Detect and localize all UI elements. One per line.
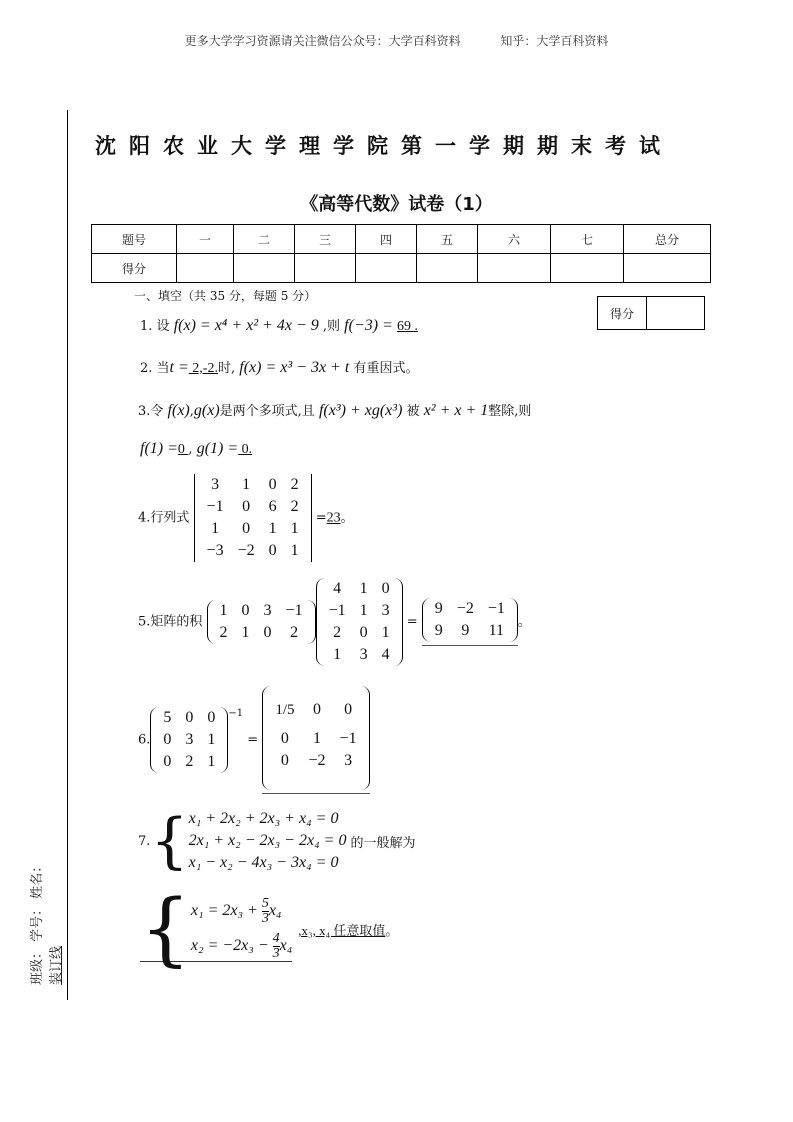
answer-7-free: ,x₃, x₄ 任意取值 bbox=[298, 923, 386, 938]
student-info-margin bbox=[26, 860, 64, 985]
matrix-entry: 3 bbox=[263, 602, 272, 619]
score-cell[interactable] bbox=[551, 254, 624, 283]
score-header-cell: 总分 bbox=[624, 225, 711, 254]
matrix-entry: 3 bbox=[344, 752, 353, 769]
matrix-entry: 0 bbox=[207, 709, 216, 726]
answer-2: 2,-2. bbox=[188, 361, 218, 376]
matrix-entry: 0 bbox=[344, 701, 353, 718]
answer-6 bbox=[262, 686, 369, 794]
question-7: 7. { x₁ + 2x₂ + 2x₃ + x₄ = 0 2x₁ + x₂ − 2x₃ − 2x₄ = 0 x₁ − x₂ − 4x₃ − 3x₄ = 0 的一般解为 bbox=[138, 806, 416, 876]
answer-3-g: 0. bbox=[238, 442, 253, 457]
matrix-entry: 1 bbox=[359, 580, 368, 597]
binding-line-label: 装订线 bbox=[49, 945, 64, 985]
matrix-entry: 11 bbox=[488, 622, 505, 639]
matrix-entry: 9 bbox=[434, 600, 443, 617]
matrix-entry: 0 bbox=[263, 624, 272, 641]
matrix-entry: 0 bbox=[381, 580, 390, 597]
question-6: 6. 5 0 0 0 3 1 0 2 1 $^{-1}$ = 1/5 0 0 0 1 −1 0 −2 3 bbox=[138, 686, 370, 794]
matrix-entry: 0 bbox=[242, 498, 251, 515]
score-header-cell: 五 bbox=[417, 225, 478, 254]
matrix-entry: 0 bbox=[280, 752, 289, 769]
matrix-entry: 1/5 bbox=[275, 701, 295, 718]
matrix-entry: 4 bbox=[381, 646, 390, 663]
matrix-entry: 2 bbox=[333, 624, 342, 641]
matrix-entry: 1 bbox=[333, 646, 342, 663]
matrix-entry: −2 bbox=[237, 542, 255, 559]
score-cell[interactable] bbox=[356, 254, 417, 283]
section-score-cell[interactable] bbox=[647, 297, 705, 330]
matrix-entry: 1 bbox=[242, 476, 251, 493]
matrix-entry: −1 bbox=[285, 602, 303, 619]
matrix-entry: 4 bbox=[333, 580, 342, 597]
matrix-entry: 0 bbox=[280, 730, 289, 747]
matrix-entry: 0 bbox=[163, 731, 172, 748]
matrix-entry: 1 bbox=[211, 520, 220, 537]
answer-1: 69 . bbox=[397, 319, 419, 334]
matrix-entry: 1 bbox=[290, 542, 299, 559]
matrix-entry: 1 bbox=[219, 602, 228, 619]
matrix-entry: 0 bbox=[241, 602, 250, 619]
score-header-cell: 二 bbox=[234, 225, 295, 254]
answer-3-f: 0 bbox=[177, 442, 189, 457]
product-matrix bbox=[422, 598, 518, 642]
matrix-entry: 0 bbox=[242, 520, 251, 537]
inverse-matrix bbox=[262, 686, 369, 790]
exam-subtitle: 《高等代数》试卷（1） bbox=[300, 194, 493, 215]
matrix-entry: 6 bbox=[268, 498, 277, 515]
answer-4: 23 bbox=[326, 510, 341, 526]
matrix-entry: 1 bbox=[268, 520, 277, 537]
question-3-answers: f(1) =0 , g(1) = 0. bbox=[140, 440, 253, 457]
section-score-label: 得分 bbox=[598, 297, 647, 330]
matrix-entry: −2 bbox=[456, 600, 474, 617]
matrix-entry: 3 bbox=[185, 731, 194, 748]
matrix-entry: −3 bbox=[206, 542, 224, 559]
matrix-entry: 5 bbox=[163, 709, 172, 726]
matrix-entry: 0 bbox=[313, 701, 322, 718]
question-4: 4.行列式 3 1 0 2 −1 0 6 2 1 0 1 1 −3 −2 0 1 =23。 bbox=[138, 474, 354, 562]
matrix-entry: −1 bbox=[206, 498, 224, 515]
matrix-entry: 2 bbox=[290, 476, 299, 493]
binding-line bbox=[67, 110, 68, 1000]
matrix-entry: 1 bbox=[290, 520, 299, 537]
question-3: 3.令 f(x),g(x)是两个多项式,且 f(x³) + xg(x³) 被 x² + x + 1整除,则 bbox=[138, 402, 532, 419]
equation-1: x₁ + 2x₂ + 2x₃ + x₄ = 0 bbox=[188, 810, 339, 827]
answer-5 bbox=[422, 598, 518, 646]
matrix-entry: −1 bbox=[328, 602, 346, 619]
score-header-cell: 七 bbox=[551, 225, 624, 254]
section-score-box bbox=[597, 296, 705, 330]
exam-title: 沈阳农业大学理学院第一学期期末考试 bbox=[95, 134, 673, 158]
matrix-entry: −2 bbox=[308, 752, 326, 769]
matrix-entry: 9 bbox=[461, 622, 470, 639]
matrix-6 bbox=[150, 707, 228, 773]
matrix-entry: 2 bbox=[290, 624, 299, 641]
matrix-entry: 3 bbox=[211, 476, 220, 493]
matrix-entry: 0 bbox=[185, 709, 194, 726]
matrix-entry: 3 bbox=[359, 646, 368, 663]
matrix-entry: 0 bbox=[163, 753, 172, 770]
score-cell[interactable] bbox=[177, 254, 234, 283]
matrix-entry: 1 bbox=[359, 602, 368, 619]
matrix-entry: 2 bbox=[185, 753, 194, 770]
page-header bbox=[0, 32, 793, 49]
matrix-b bbox=[316, 578, 403, 666]
left-brace-icon: { bbox=[150, 806, 189, 876]
header-zhihu: 知乎：大学百科资料 bbox=[500, 34, 609, 48]
score-header-cell: 六 bbox=[478, 225, 551, 254]
question-5: 5.矩阵的积 1 0 3 −1 2 1 0 2 4 1 0 −1 1 3 2 0 1 1 3 4 = 9 −2 −1 9 9 11 。 bbox=[138, 578, 531, 666]
question-7-answer: { x₁ = 2x₃ + $\frac{5}{3}$ x₄ x₂ = −2x₃ − $\frac{4}{3}$ x₄ ,x₃, x₄ 任意取值 。 bbox=[140, 882, 399, 975]
matrix-entry: 2 bbox=[290, 498, 299, 515]
score-header-cell: 题号 bbox=[92, 225, 177, 254]
score-cell[interactable] bbox=[417, 254, 478, 283]
matrix-entry: 1 bbox=[207, 731, 216, 748]
matrix-entry: 3 bbox=[381, 602, 390, 619]
score-row-label: 得分 bbox=[92, 254, 177, 283]
matrix-entry: 0 bbox=[359, 624, 368, 641]
matrix-entry: 1 bbox=[381, 624, 390, 641]
score-table bbox=[91, 224, 711, 283]
matrix-entry: 1 bbox=[313, 730, 322, 747]
score-header-cell: 一 bbox=[177, 225, 234, 254]
matrix-entry: 1 bbox=[207, 753, 216, 770]
score-header-cell: 三 bbox=[295, 225, 356, 254]
header-wechat: 更多大学学习资源请关注微信公众号：大学百科资料 bbox=[184, 34, 461, 48]
matrix-a bbox=[207, 600, 316, 644]
left-brace-icon: { bbox=[140, 882, 191, 975]
matrix-entry: −1 bbox=[339, 730, 357, 747]
matrix-entry: 0 bbox=[268, 542, 277, 559]
matrix-entry: 9 bbox=[434, 622, 443, 639]
equation-2: 2x₁ + x₂ − 2x₃ − 2x₄ = 0 bbox=[188, 832, 347, 849]
score-cell[interactable] bbox=[478, 254, 551, 283]
matrix-entry: 1 bbox=[241, 624, 250, 641]
section-heading: 一、填空（共 35 分，每题 5 分） bbox=[134, 289, 317, 303]
score-cell[interactable] bbox=[295, 254, 356, 283]
score-header-cell: 四 bbox=[356, 225, 417, 254]
determinant-matrix bbox=[194, 474, 312, 562]
question-1: 1. 设 f(x) = x⁴ + x² + 4x − 9 ,则 f(−3) = 69 . bbox=[140, 317, 419, 334]
matrix-entry: 0 bbox=[268, 476, 277, 493]
question-2: 2. 当t = 2,-2.时, f(x) = x³ − 3x + t 有重因式。 bbox=[140, 359, 419, 376]
matrix-entry: −1 bbox=[487, 600, 505, 617]
student-fields: 班级： 学号： 姓名： bbox=[30, 859, 45, 985]
matrix-entry: 2 bbox=[219, 624, 228, 641]
equation-3: x₁ − x₂ − 4x₃ − 3x₄ = 0 bbox=[188, 854, 339, 871]
score-cell[interactable] bbox=[234, 254, 295, 283]
score-cell[interactable] bbox=[624, 254, 711, 283]
